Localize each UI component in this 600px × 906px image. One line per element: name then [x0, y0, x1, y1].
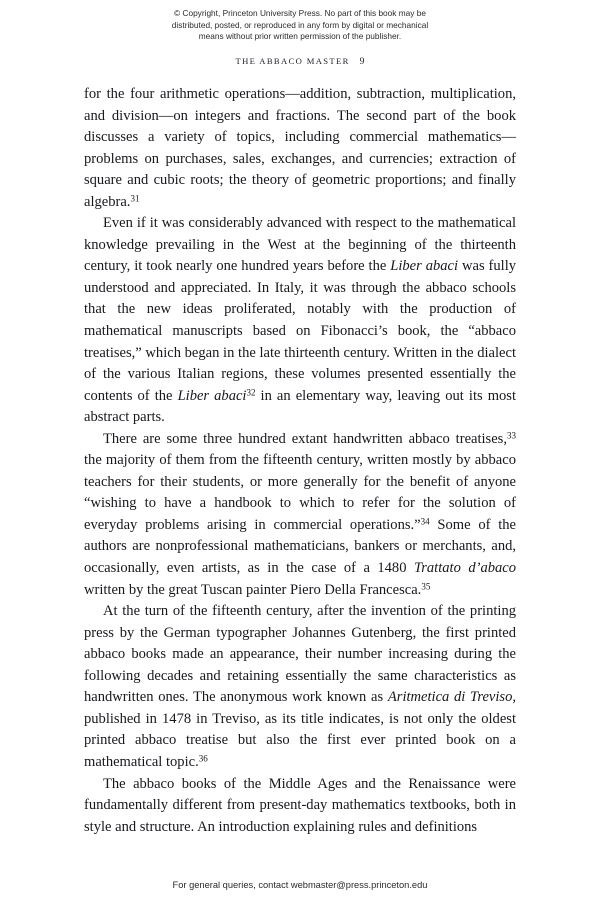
running-head-title: THE ABBACO MASTER [235, 56, 350, 66]
italic-title: Liber abaci [177, 387, 247, 404]
par-extant-treatises: There are some three hundred extant handwritten abbaco treatises,$^{33}$ the majority of them from the fifteenth century, written mostly by abbaco teachers for their students, or more generally for the benefit of anyone “wishing to have a handbook to which to refer for the solution of everyday problems arising in commercial operations.”$^{34}$ Some of the authors are nonprofessional mathematicians, bankers or merchants, and, occasionally, even artists, as in the case of a 1480 Trattato d’abaco written by the great Tuscan painter Piero Della Francesca.$^{35}$ [84, 430, 516, 598]
par-liber-abaci-diffusion: Even if it was considerably advanced with respect to the mathematical knowledge prevailing in the West at the beginning of the thirteenth century, it took nearly one hundred years before the Liber abaci was fully understood and appreciated. In Italy, it was through the abbaco schools that the new ideas proliferated, notably with the production of mathematical manuscripts based on Fibonacci’s book, the “abbaco treatises,” which began in the late thirteenth century. Written in the dialect of the various Italian regions, these volumes presented essentially the contents of the Liber abaci$^{32}$ in an elementary way, leaving out its most abstract parts. [84, 215, 517, 426]
footnote-marker[interactable]: 34 [420, 516, 430, 527]
body-text-column [84, 84, 516, 838]
footnote-marker[interactable]: 33 [506, 430, 516, 441]
footnote-marker[interactable]: 35 [421, 580, 431, 591]
footnote-marker[interactable]: 31 [130, 193, 140, 204]
par-arithmetic-operations: for the four arithmetic operations—addition, subtraction, multiplication, and division—on integers and fractions. The second part of the book discusses a variety of topics, including commercial mathematics—problems on purchases, sales, exchanges, and currencies; extraction of square and cubic roots; the theory of geometric proportions; and finally algebra.$^{31}$ [84, 86, 516, 210]
italic-title: Trattato d’abaco [413, 560, 516, 577]
page-number: 9 [359, 56, 365, 67]
copyright-line-1: © Copyright, Princeton University Press. No part of this book may be [174, 8, 426, 18]
italic-title: Aritmetica di Treviso [387, 689, 513, 706]
par-printing-press: At the turn of the fifteenth century, after the invention of the printing press by the German typographer Johannes Gutenberg, the first printed abbaco books made an appearance, their number increasing during the following decades and retaining essentially the same characteristics as handwritten ones. The anonymous work known as Aritmetica di Treviso, published in 1478 in Treviso, as its title indicates, is not only the oldest printed abbaco treatise but also the first ever printed book on a mathematical topic.$^{36}$ [84, 603, 516, 770]
running-head [0, 56, 600, 67]
copyright-notice [130, 8, 470, 43]
footer-query-line: For general queries, contact webmaster@press.princeton.edu [172, 880, 428, 890]
footnote-marker[interactable]: 32 [246, 386, 256, 397]
italic-title: Liber abaci [390, 258, 459, 275]
footnote-marker[interactable]: 36 [198, 753, 208, 764]
par-abbaco-books-structure: The abbaco books of the Middle Ages and the Renaissance were fundamentally different from present-day mathematics textbooks, both in style and structure. An introduction explaining rules and definitions [84, 775, 516, 835]
copyright-line-3: means without prior written permission of the publisher. [198, 31, 402, 42]
copyright-line-2: distributed, posted, or reproduced in any form by digital or mechanical [171, 19, 429, 30]
